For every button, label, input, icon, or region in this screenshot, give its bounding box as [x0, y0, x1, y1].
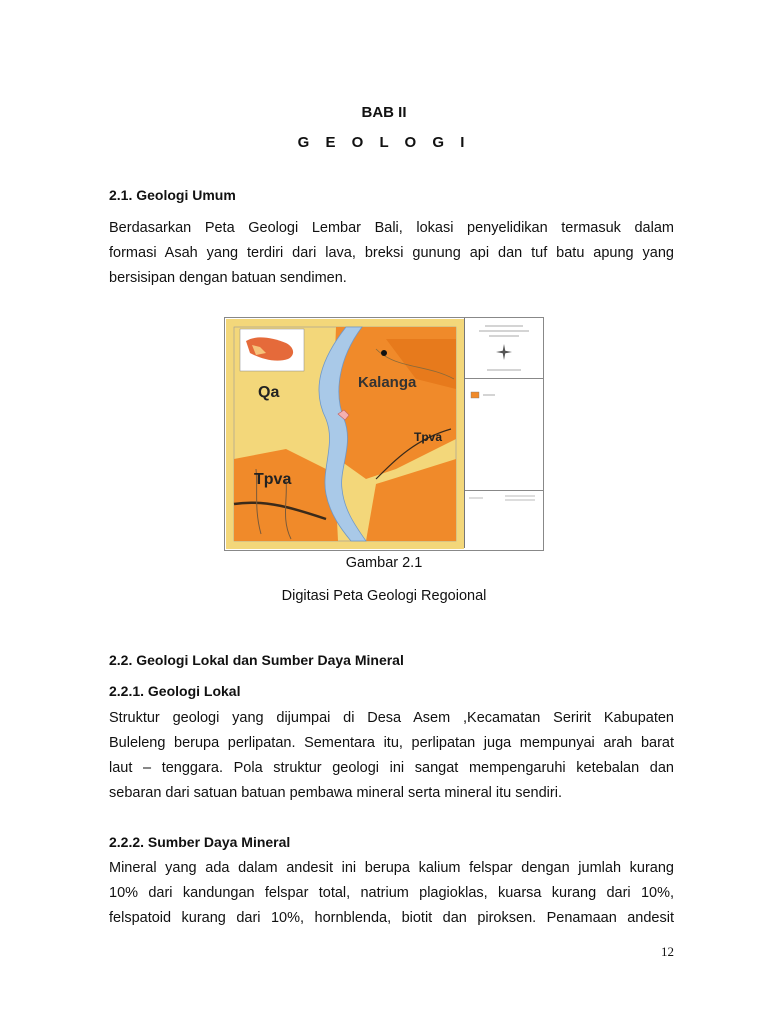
- paragraph-line: bersisipan dengan batuan sendimen.: [109, 270, 347, 286]
- map-label-tpva-right: Tpva: [414, 430, 443, 444]
- paragraph-line: felspatoid kurang dari 10%, hornblenda, biotit dan piroksen. Penamaan andesit: [109, 910, 674, 926]
- figure-label: Gambar 2.1: [345, 555, 423, 571]
- figure-caption: Digitasi Peta Geologi Regoional: [281, 588, 487, 604]
- section-heading-2-1: 2.1. Geologi Umum: [109, 187, 236, 203]
- legend-items-box: [465, 378, 543, 491]
- map-label-tpva-left: Tpva: [254, 471, 292, 488]
- legend-title-box: [465, 318, 543, 379]
- chapter-label: BAB II: [361, 104, 407, 121]
- paragraph-line: laut – tenggara. Pola struktur geologi ini sangat mempengaruhi ketebalan dan: [109, 760, 674, 776]
- section-heading-2-2: 2.2. Geologi Lokal dan Sumber Daya Mineral: [109, 652, 404, 668]
- chapter-title: G E O L O G I: [297, 134, 471, 151]
- paragraph-line: Berdasarkan Peta Geologi Lembar Bali, lokasi penyelidikan termasuk dalam: [109, 220, 674, 236]
- legend-source-box: [465, 490, 543, 548]
- map-label-qa: Qa: [258, 384, 280, 401]
- section-heading-2-2-2: 2.2.2. Sumber Daya Mineral: [109, 834, 291, 850]
- paragraph-line: 10% dari kandungan felspar total, natrium plagioklas, kuarsa kurang dari 10%,: [109, 885, 674, 901]
- section-heading-2-2-1: 2.2.1. Geologi Lokal: [109, 683, 241, 699]
- paragraph-line: formasi Asah yang terdiri dari lava, breksi gunung api dan tuf batu apung yang: [109, 245, 674, 261]
- geology-map-image: [226, 319, 464, 549]
- map-legend: [464, 318, 543, 548]
- paragraph-line: Struktur geologi yang dijumpai di Desa Asem ,Kecamatan Seririt Kabupaten: [109, 710, 674, 726]
- map-label-kalanga: Kalanga: [358, 374, 417, 391]
- paragraph-line: sebaran dari satuan batuan pembawa mineral serta mineral itu sendiri.: [109, 785, 562, 801]
- geology-map-figure: [224, 317, 544, 551]
- page-number: 12: [661, 944, 674, 959]
- paragraph-line: Buleleng berupa perlipatan. Sementara itu, perlipatan juga mempunyai arah barat: [109, 735, 674, 751]
- paragraph-line: Mineral yang ada dalam andesit ini berupa kalium felspar dengan jumlah kurang: [109, 860, 674, 876]
